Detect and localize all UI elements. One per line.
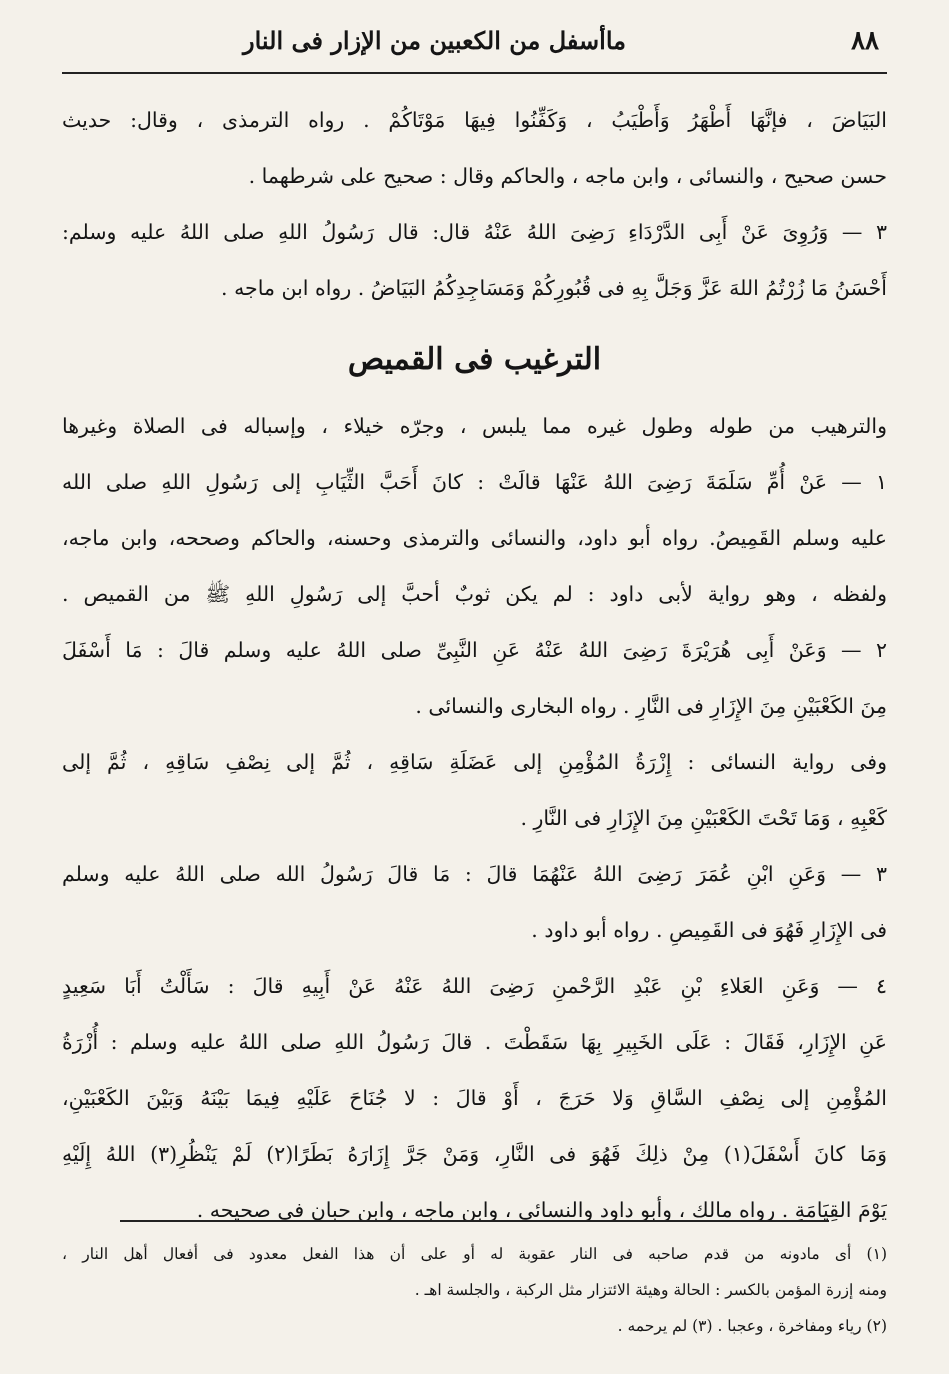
section-subtitle-line: والترهيب من طوله وطول غيره مما يلبس ، وجرّه خيلاء ، وإسباله فى الصلاة وغيرها — [62, 414, 887, 438]
running-title: ماأسفل من الكعبين من الإزار فى النار — [242, 26, 626, 55]
text-line: مِنَ الكَعْبَيْنِ مِنَ الإِزَارِ فى النَّارِ . رواه البخارى والنسائى . — [415, 694, 887, 718]
footnote-divider — [120, 1220, 829, 1222]
text-line: ١ — عَنْ أُمِّ سَلَمَةَ رَضِىَ اللهُ عَنْهَا قالَتْ : كانَ أَحَبَّ الثِّيَابِ إلى رَسُولِ اللهِ صلى الله — [62, 470, 887, 494]
text-line: عليه وسلم القَمِيصُ. رواه أبو داود، والنسائى والترمذى وحسنه، والحاكم وصححه، وابن ماجه، — [62, 526, 887, 550]
text-line: ٤ — وَعَنِ العَلاءِ بْنِ عَبْدِ الرَّحْمنِ رَضِىَ اللهُ عَنْهُ عَنْ أَبِيهِ قالَ : سَأَلْتُ أَبَا سَعِيدٍ — [62, 974, 887, 998]
text-line: وفى رواية النسائى : إِزْرَةُ المُؤْمِنِ إلى عَضَلَةِ سَاقِهِ ، ثُمَّ إلى نِصْفِ سَاقِهِ ، ثُمَّ إلى — [62, 750, 887, 774]
text-line: ٣ — وَرُوِىَ عَنْ أَبِى الدَّرْدَاءِ رَضِىَ اللهُ عَنْهُ قال: قال رَسُولُ اللهِ صلى اللهُ عليه وسلم: — [62, 220, 887, 244]
footnote-line: (٢) رياء ومفاخرة ، وعجبا . (٣) لم يرحمه . — [617, 1317, 887, 1335]
text-line: المُؤْمِنِ إلى نِصْفِ السَّاقِ وَلا حَرَجَ ، أَوْ قالَ : لا جُنَاحَ عَلَيْهِ فِيمَا بَيْنَهُ وَبَيْنَ الكَعْبَيْنِ، — [62, 1086, 887, 1110]
footnote-line: (١) أى مادونه من قدم صاحبه فى النار عقوبة له أو على أن هذا الفعل معدود فى أفعال أهل النار ، — [62, 1245, 887, 1263]
section-heading: الترغيب فى القميص — [347, 342, 602, 377]
text-line: أَحْسَنُ مَا زُرْتُمُ اللهَ عَزَّ وَجَلَّ بِهِ فى قُبُورِكُمْ وَمَسَاجِدِكُمُ البَيَاضُ . رواه ابن ماجه . — [221, 276, 887, 300]
footnotes — [62, 1236, 887, 1344]
text-line: يَوْمَ القِيَامَةِ . رواه مالك ، وأبو داود والنسائى ، وابن ماجه ، وابن حبان فى صحيحه . — [196, 1198, 887, 1222]
text-line: البَيَاضَ ، فإنَّهَا أَطْهَرُ وَأَطْيَبُ ، وَكَفِّنُوا فِيهَا مَوْتَاكُمْ . رواه الترمذى ، وقال: حديث — [62, 108, 887, 132]
text-line: ٢ — وَعَنْ أَبِى هُرَيْرَةَ رَضِىَ اللهُ عَنْهُ عَنِ النَّبِىِّ صلى اللهُ عليه وسلم قالَ : مَا أَسْفَلَ — [62, 638, 887, 662]
page-header — [62, 12, 887, 74]
text-line: فى الإِزَارِ فَهُوَ فى القَمِيصِ . رواه أبو داود . — [531, 918, 887, 942]
text-line: كَعْبِهِ ، وَمَا تَحْتَ الكَعْبَيْنِ مِنَ الإِزَارِ فى النَّارِ . — [520, 806, 887, 830]
footnote-line: ومنه إزرة المؤمن بالكسر : الحالة وهيئة الائتزار مثل الركبة ، والجلسة اهـ . — [414, 1281, 887, 1299]
text-line: ٣ — وَعَنِ ابْنِ عُمَرَ رَضِىَ اللهُ عَنْهُمَا قالَ : مَا قالَ رَسُولُ الله صلى اللهُ عليه وسلم — [62, 862, 887, 886]
text-line: حسن صحيح ، والنسائى ، وابن ماجه ، والحاكم وقال : صحيح على شرطهما . — [248, 164, 887, 188]
text-line: ولفظه ، وهو رواية لأبى داود : لم يكن ثوبٌ أحبَّ إلى رَسُولِ اللهِ ﷺ من القميص . — [62, 582, 887, 606]
text-line: وَمَا كانَ أَسْفَلَ(١) مِنْ ذلِكَ فَهُوَ فى النَّارِ، وَمَنْ جَرَّ إِزَارَهُ بَطَرًا(٢) لَمْ يَنْظُرِ(٣) اللهُ إِلَيْهِ — [62, 1142, 887, 1166]
text-line: عَنِ الإِزَارِ، فَقَالَ : عَلَى الخَبِيرِ بِهَا سَقَطْتَ . قالَ رَسُولُ اللهِ صلى اللهُ عليه وسلم : أُزْرَةُ — [62, 1030, 887, 1054]
main-text — [62, 92, 887, 1238]
page-number: ٨٨ — [851, 26, 879, 56]
